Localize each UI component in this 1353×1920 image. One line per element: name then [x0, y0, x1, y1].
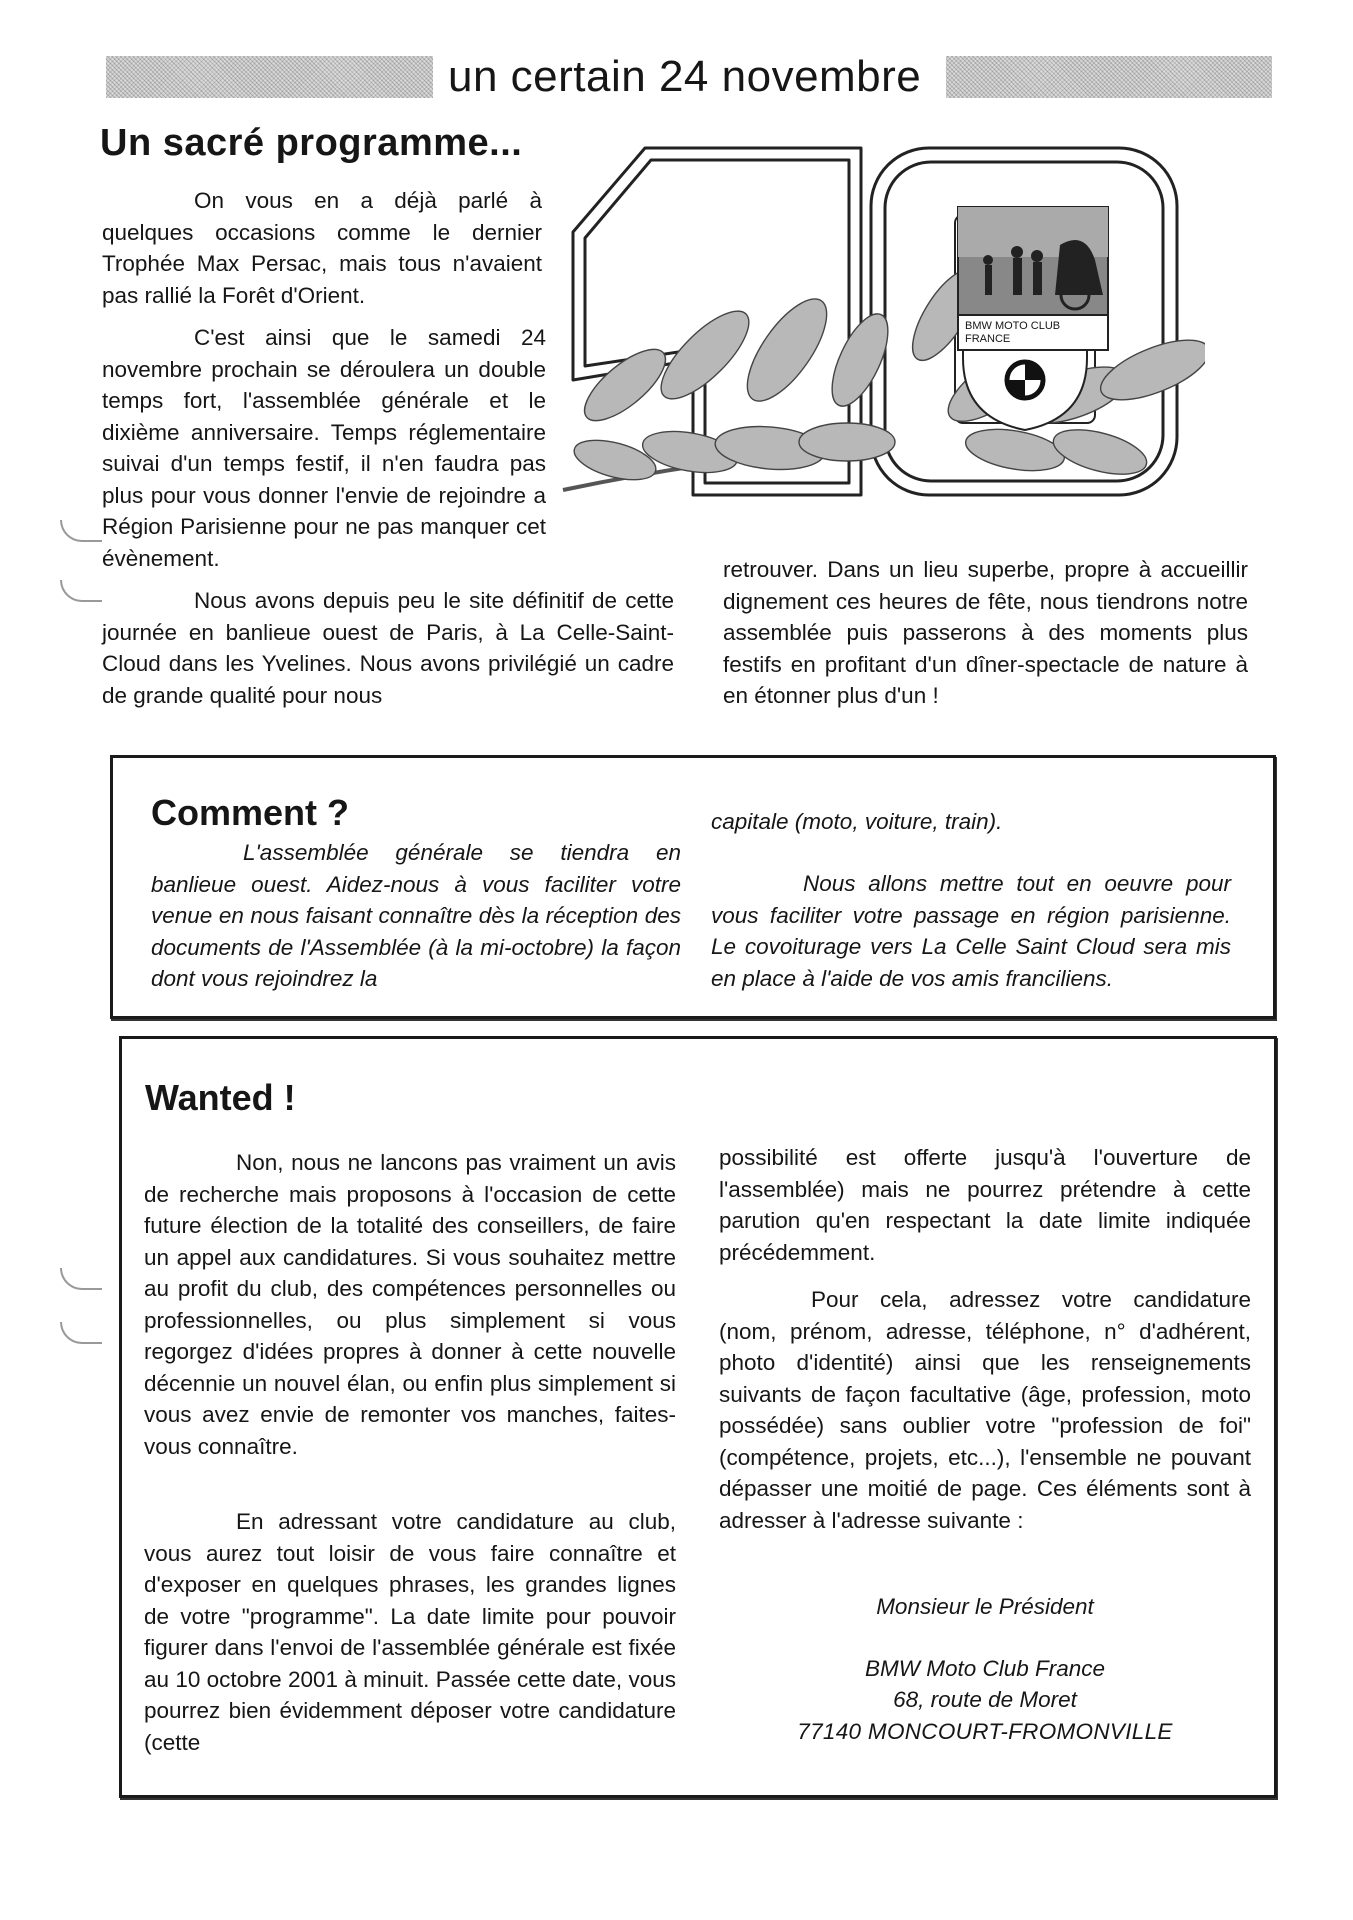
- address-block: [719, 1591, 1251, 1747]
- address-recipient: Monsieur le Président: [876, 1594, 1094, 1619]
- address-line-2: 68, route de Moret: [893, 1687, 1077, 1712]
- wanted-box: [119, 1036, 1277, 1798]
- binder-mark: [60, 1322, 102, 1344]
- header-title: un certain 24 novembre: [448, 52, 922, 101]
- intro-paragraph-3: Nous avons depuis peu le site définitif de cette journée en banlieue ouest de Paris, à La Celle-Saint-Cloud dans les Yvelines. Nous avons privilégié un cadre de grande qualité pour nous: [102, 588, 674, 708]
- address-line-1: BMW Moto Club France: [864, 1655, 1106, 1681]
- wanted-paragraph-2: En adressant votre candidature au club, vous aurez tout loisir de vous faire connaître et d'exposer en quelques phrases, les grandes lignes de votre "programme". La date limite pour pouvoir figurer dans l'envoi de l'assemblée générale est fixée au 10 octobre 2001 à minuit. Passée cette date, vous pourrez bien évidemment déposer votre candidature (cette: [144, 1509, 676, 1755]
- wanted-paragraph-4: Pour cela, adressez votre candidature (nom, prénom, adresse, téléphone, n° d'adhérent, photo d'identité) ainsi que les renseignements suivants de façon facultative (âge, profession, moto possédée) sans oublier votre "profession de foi" (compétence, projets, etc...), l'ensemble ne pouvant dépasser une moitié de page. Ces éléments sont à adresser à l'adresse suivante :: [719, 1287, 1251, 1533]
- comment-title: Comment ?: [151, 792, 349, 833]
- binder-mark: [60, 580, 102, 602]
- wanted-paragraph-1: Non, nous ne lancons pas vraiment un avis de recherche mais proposons à l'occasion de cette future élection de la totalité des conseillers, de faire un appel aux candidatures. Si vous souhaitez mettre au profit du club, des compétences personnelles ou professionnelles, ou plus simplement si vous regorgez d'idées propres à donner à cette nouvelle décennie un nouvel élan, ou enfin plus simplement si vous avez envie de remonter vos manches, faites-vous connaître.: [144, 1150, 676, 1459]
- intro-paragraph-4: retrouver. Dans un lieu superbe, propre à accueillir dignement ces heures de fête, nous tiendrons notre assemblée puis passerons à des moments plus festifs en profitant d'un dîner-spectacle de nature à en étonner plus d'un !: [723, 557, 1248, 708]
- comment-paragraph-1: L'assemblée générale se tiendra en banlieue ouest. Aidez-nous à vous faciliter votre venue en nous faisant connaître dès la réception des documents de l'Assemblée (à la mi-octobre) la façon dont vous rejoindrez la: [151, 840, 681, 991]
- header-hatch-left: [106, 56, 433, 98]
- bmw-roundel-icon: [1007, 362, 1043, 398]
- wanted-title: Wanted !: [145, 1077, 296, 1118]
- address-line-3: 77140 MONCOURT-FROMONVILLE: [797, 1718, 1173, 1744]
- binder-mark: [60, 520, 102, 542]
- comment-paragraph-3: Nous allons mettre tout en oeuvre pour vous faciliter votre passage en région parisienne. Le covoiturage vers La Celle Saint Cloud sera mis en place à l'aide de vos amis franciliens.: [711, 871, 1231, 991]
- binder-mark: [60, 1268, 102, 1290]
- intro-title: Un sacré programme...: [100, 122, 523, 164]
- intro-paragraph-1: On vous en a déjà parlé à quelques occasions comme le dernier Trophée Max Persac, mais tous n'avaient pas rallié la Forêt d'Orient.: [102, 188, 542, 308]
- logo-badge-text: BMW MOTO CLUB FRANCE: [965, 320, 1061, 345]
- wanted-paragraph-3: possibilité est offerte jusqu'à l'ouverture de l'assemblée) mais ne pourrez prétendre à cette parution qu'en respectant la date limite indiquée précédemment.: [719, 1145, 1251, 1265]
- comment-paragraph-2: capitale (moto, voiture, train).: [711, 809, 1003, 834]
- comment-box: [110, 755, 1276, 1019]
- anniversary-10-graphic: [555, 130, 1205, 510]
- anniversary-logo: [555, 130, 1205, 510]
- header-hatch-right: [946, 56, 1272, 98]
- intro-paragraph-2: C'est ainsi que le samedi 24 novembre prochain se déroulera un double temps fort, l'assemblée générale et le dixième anniversaire. Temps réglementaire suivai d'un temps festif, il n'en faudra pas plus pour vous donner l'envie de rejoindre a Région Parisienne pour ne pas manquer cet évènement.: [102, 325, 546, 571]
